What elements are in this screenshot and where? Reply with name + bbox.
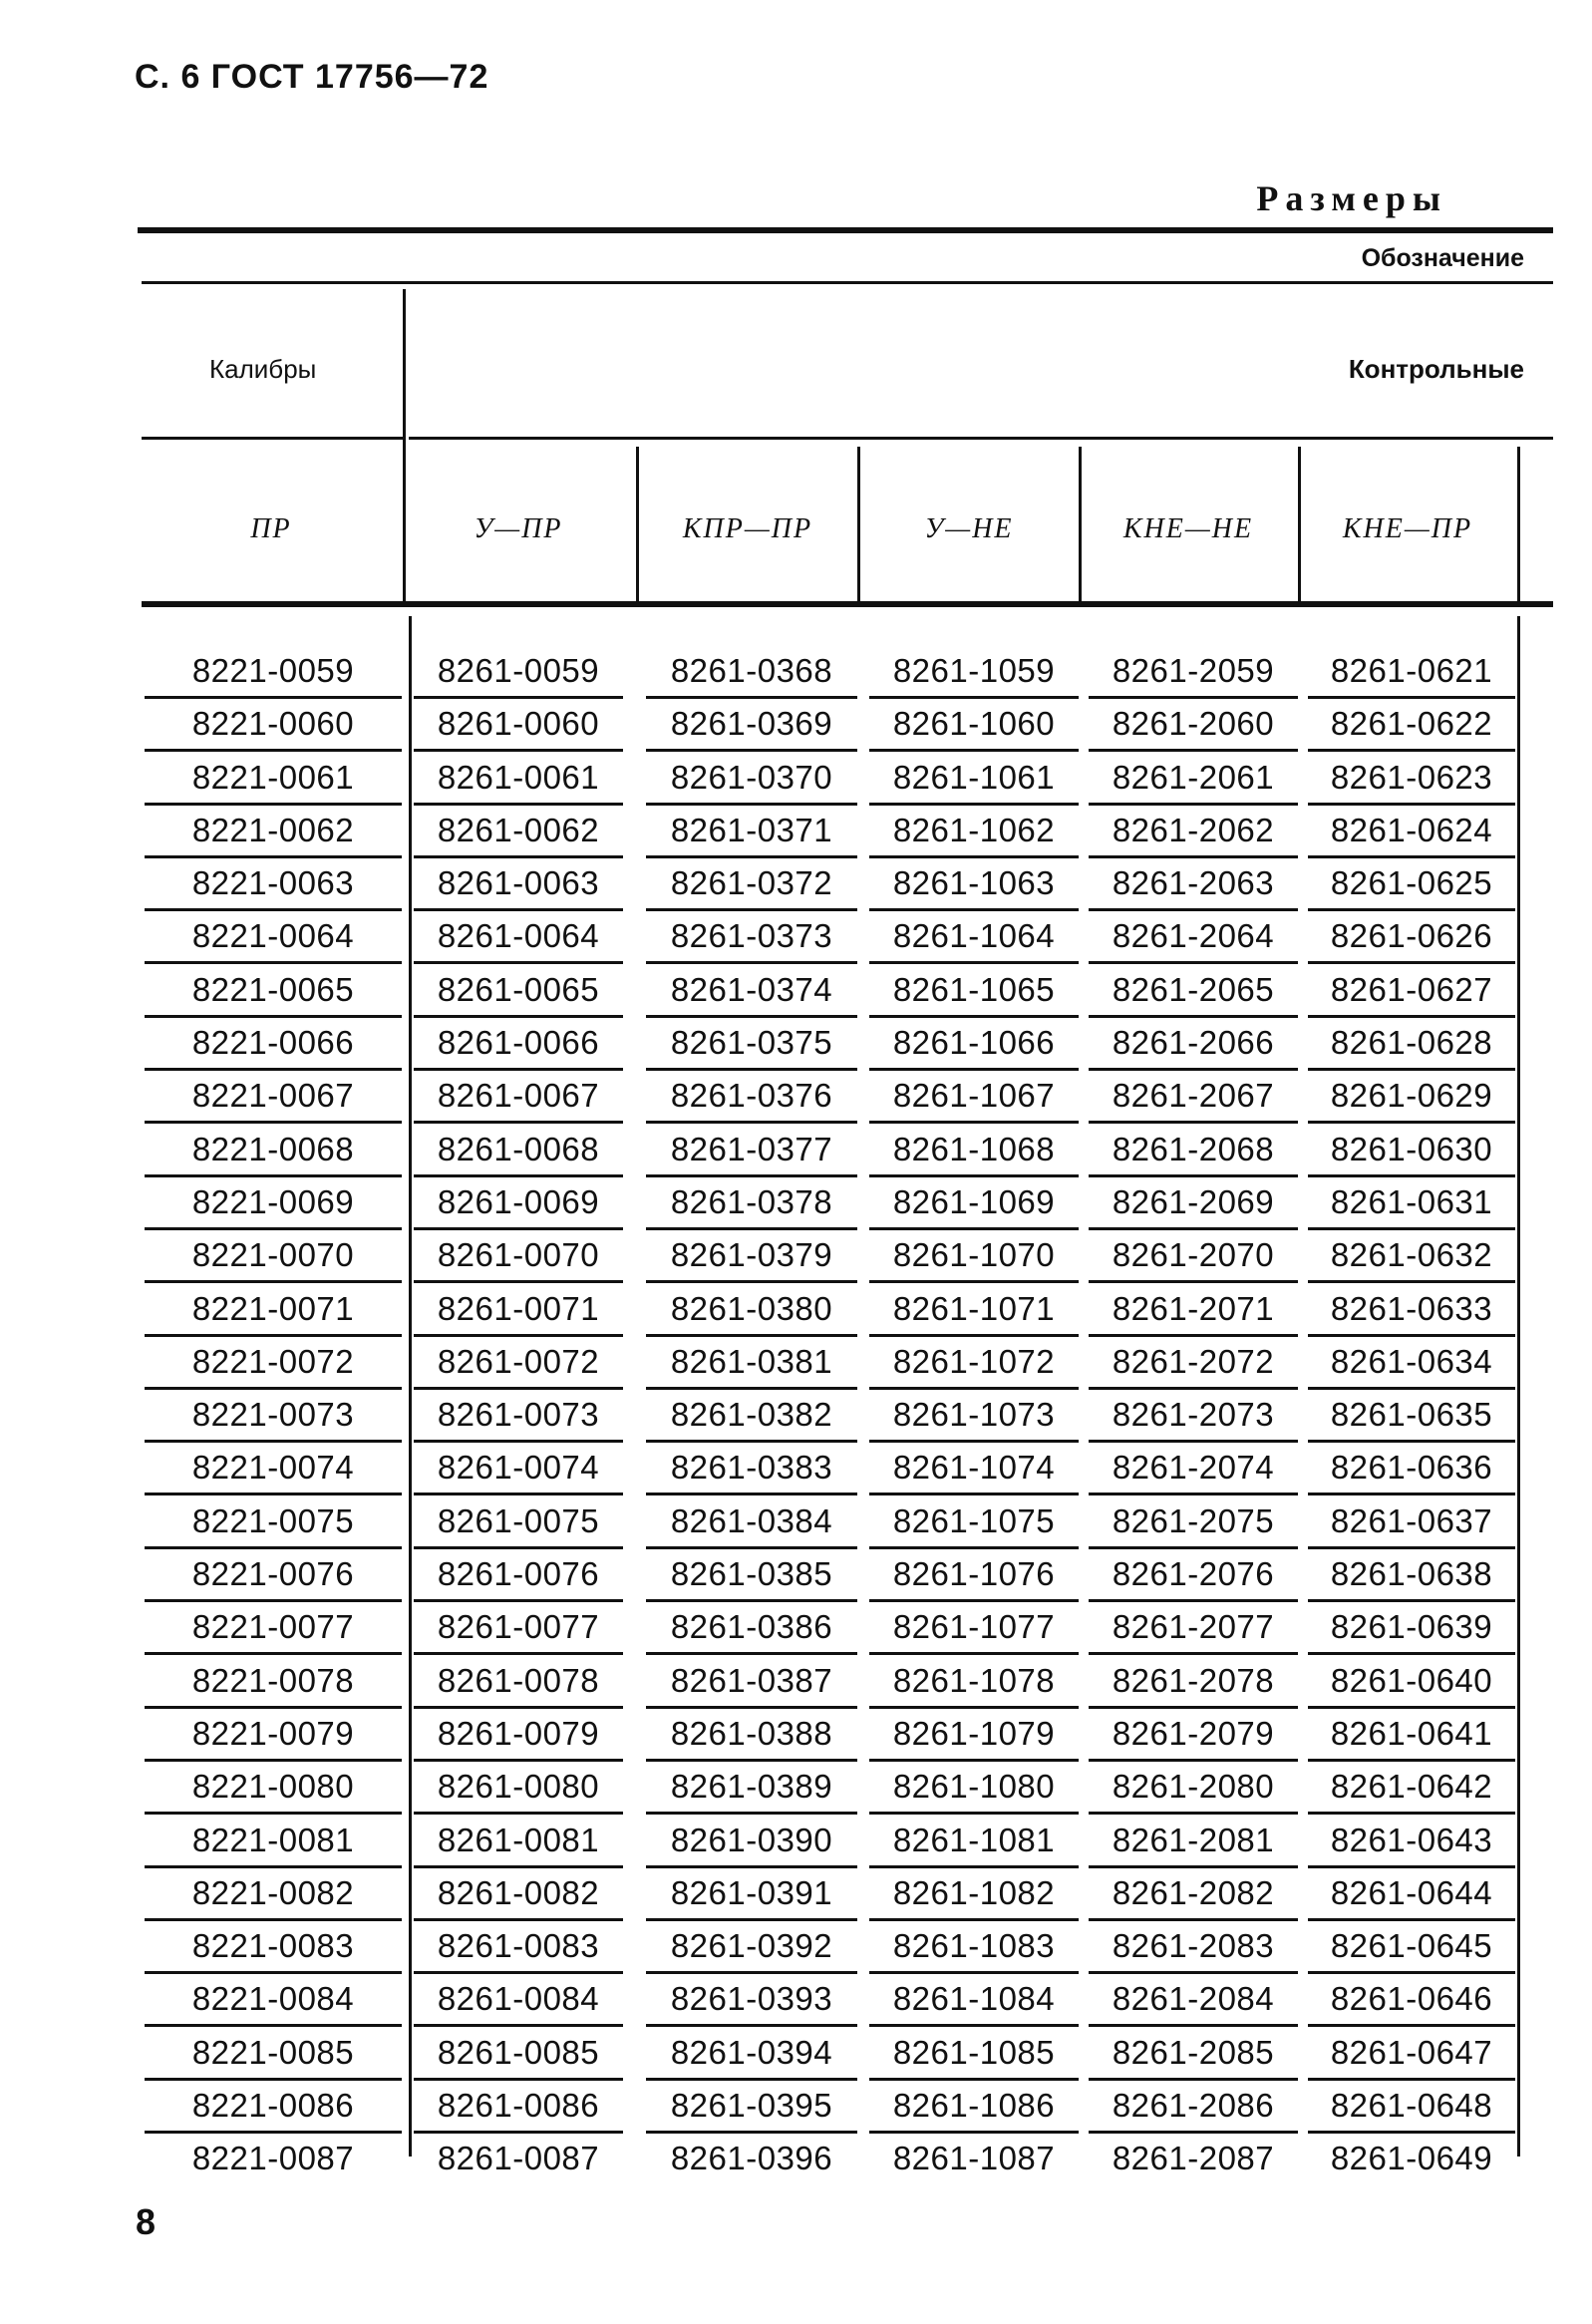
table-cell: 8261-0078: [414, 1658, 623, 1704]
table-cell: 8261-0074: [414, 1445, 623, 1491]
table-cell: 8261-0083: [414, 1923, 623, 1969]
table-cell: 8261-0629: [1308, 1073, 1515, 1119]
table-row: [0, 1179, 1592, 1232]
header-vline-col4: [857, 447, 860, 603]
table-row: [0, 1923, 1592, 1976]
table-cell: 8221-0067: [145, 1073, 402, 1119]
table-row: [0, 1339, 1592, 1392]
table-cell: 8261-1086: [869, 2083, 1079, 2129]
table-cell: 8261-2059: [1089, 648, 1298, 694]
table-cell: 8261-0628: [1308, 1020, 1515, 1066]
table-row: [0, 1551, 1592, 1604]
table-row: [0, 913, 1592, 966]
table-cell: 8261-0389: [646, 1764, 857, 1810]
table-cell: 8261-0645: [1308, 1923, 1515, 1969]
table-cell: 8261-2087: [1112, 2140, 1275, 2177]
table-cell: 8261-2064: [1089, 913, 1298, 959]
table-cell: 8261-0648: [1308, 2083, 1515, 2129]
table-cell: 8261-2082: [1089, 1870, 1298, 1916]
column-header-u-pr: У—ПР: [474, 513, 563, 544]
table-cell: 8261-0393: [646, 1976, 857, 2022]
table-cell: 8261-0396: [670, 2140, 833, 2177]
table-cell: 8221-0080: [145, 1764, 402, 1810]
table-cell: 8261-0373: [646, 913, 857, 959]
table-cell: 8261-0646: [1308, 1976, 1515, 2022]
table-cell: 8221-0073: [145, 1392, 402, 1438]
table-cell: 8261-2070: [1089, 1232, 1298, 1278]
table-cell: 8221-0071: [145, 1286, 402, 1332]
table-cell: 8261-0063: [414, 860, 623, 906]
table-row: [0, 1498, 1592, 1551]
table-cell: 8261-2062: [1089, 808, 1298, 853]
table-cell: 8261-1084: [869, 1976, 1079, 2022]
header-vline-col5: [1079, 447, 1082, 603]
table-cell: 8261-0382: [646, 1392, 857, 1438]
table-cell: 8261-2084: [1089, 1976, 1298, 2022]
table-cell: 8261-1087: [892, 2140, 1056, 2177]
table-cell: 8261-1085: [869, 2030, 1079, 2076]
table-row: [0, 860, 1592, 913]
table-row: [0, 1127, 1592, 1179]
table-cell: 8261-0076: [414, 1551, 623, 1597]
table-cell: 8261-0060: [414, 701, 623, 747]
calibers-label: Калибры: [209, 354, 317, 384]
table-cell: 8261-0647: [1308, 2030, 1515, 2076]
column-header-u-ne: У—НЕ: [924, 513, 1014, 544]
table-cell: 8261-1073: [869, 1392, 1079, 1438]
table-row: [0, 1658, 1592, 1711]
table-cell: 8261-0644: [1308, 1870, 1515, 1916]
designation-rule: [142, 281, 1553, 284]
table-cell: 8261-0642: [1308, 1764, 1515, 1810]
table-cell: 8261-1083: [869, 1923, 1079, 1969]
table-cell: 8221-0079: [145, 1711, 402, 1757]
column-header-pr: ПР: [250, 513, 292, 544]
table-cell: 8261-0624: [1308, 808, 1515, 853]
table-row: [0, 1711, 1592, 1764]
table-cell: 8221-0069: [145, 1179, 402, 1225]
table-row: [0, 2083, 1592, 2136]
table-cell: 8221-0082: [145, 1870, 402, 1916]
table-cell: 8261-0636: [1308, 1445, 1515, 1491]
column-header-kne-pr: КНЕ—ПР: [1342, 513, 1473, 544]
table-cell: 8261-2077: [1089, 1604, 1298, 1650]
table-cell: 8261-1062: [869, 808, 1079, 853]
table-cell: 8261-2080: [1089, 1764, 1298, 1810]
control-divider-rule: [409, 437, 1553, 440]
table-cell: 8221-0083: [145, 1923, 402, 1969]
table-cell: 8261-0374: [646, 967, 857, 1013]
table-cell: 8261-2060: [1089, 701, 1298, 747]
table-row: [0, 1870, 1592, 1923]
table-cell: 8261-1072: [869, 1339, 1079, 1385]
header-vline-col6: [1298, 447, 1301, 603]
table-cell: 8221-0062: [145, 808, 402, 853]
table-cell: 8221-0065: [145, 967, 402, 1013]
table-row: [0, 1445, 1592, 1497]
calibers-divider-rule: [142, 437, 403, 440]
table-cell: 8261-2083: [1089, 1923, 1298, 1969]
table-cell: 8261-0084: [414, 1976, 623, 2022]
table-row: [0, 1604, 1592, 1657]
table-cell: 8261-0079: [414, 1711, 623, 1757]
table-cell: 8261-2079: [1089, 1711, 1298, 1757]
table-cell: 8261-1067: [869, 1073, 1079, 1119]
section-title: Размеры: [1256, 178, 1447, 218]
table-cell: 8261-1078: [869, 1658, 1079, 1704]
table-cell: 8261-0626: [1308, 913, 1515, 959]
table-cell: 8221-0060: [145, 701, 402, 747]
table-cell: 8261-1069: [869, 1179, 1079, 1225]
table-cell: 8261-0627: [1308, 967, 1515, 1013]
header-vline-col3: [636, 447, 639, 603]
table-cell: 8261-1064: [869, 913, 1079, 959]
table-cell: 8261-1080: [869, 1764, 1079, 1810]
designation-table-body: [0, 648, 1592, 2189]
table-cell: 8261-0380: [646, 1286, 857, 1332]
table-cell: 8261-2071: [1089, 1286, 1298, 1332]
table-cell: 8261-1075: [869, 1498, 1079, 1544]
table-row: [0, 1286, 1592, 1339]
table-cell: 8261-1081: [869, 1818, 1079, 1863]
table-row: [0, 648, 1592, 701]
table-cell: 8221-0063: [145, 860, 402, 906]
table-cell: 8261-0643: [1308, 1818, 1515, 1863]
table-cell: 8261-2061: [1089, 755, 1298, 801]
table-cell: 8221-0086: [145, 2083, 402, 2129]
table-cell: 8261-0371: [646, 808, 857, 853]
table-cell: 8261-0390: [646, 1818, 857, 1863]
table-cell: 8261-0383: [646, 1445, 857, 1491]
table-cell: 8261-0072: [414, 1339, 623, 1385]
table-cell: 8261-0061: [414, 755, 623, 801]
table-cell: 8221-0070: [145, 1232, 402, 1278]
table-cell: 8261-2086: [1089, 2083, 1298, 2129]
table-cell: 8261-0385: [646, 1551, 857, 1597]
column-header-kne-ne: КНЕ—НЕ: [1122, 513, 1254, 544]
table-cell: 8221-0072: [145, 1339, 402, 1385]
table-cell: 8261-1065: [869, 967, 1079, 1013]
table-cell: 8261-1070: [869, 1232, 1079, 1278]
table-cell: 8261-0621: [1308, 648, 1515, 694]
table-cell: 8261-1079: [869, 1711, 1079, 1757]
table-cell: 8261-0623: [1308, 755, 1515, 801]
table-cell: 8221-0087: [191, 2140, 355, 2177]
control-label: Контрольные: [1348, 354, 1524, 384]
table-cell: 8261-0369: [646, 701, 857, 747]
table-cell: 8261-2067: [1089, 1073, 1298, 1119]
table-cell: 8261-0064: [414, 913, 623, 959]
table-cell: 8261-1068: [869, 1127, 1079, 1172]
header-vline-col7: [1517, 447, 1520, 603]
table-cell: 8261-2075: [1089, 1498, 1298, 1544]
table-cell: 8221-0078: [145, 1658, 402, 1704]
table-cell: 8221-0066: [145, 1020, 402, 1066]
table-cell: 8261-2066: [1089, 1020, 1298, 1066]
table-cell: 8221-0081: [145, 1818, 402, 1863]
table-row: [0, 1818, 1592, 1870]
table-cell: 8261-0065: [414, 967, 623, 1013]
table-cell: 8261-1082: [869, 1870, 1079, 1916]
table-cell: 8261-0394: [646, 2030, 857, 2076]
table-cell: 8261-0381: [646, 1339, 857, 1385]
table-cell: 8221-0074: [145, 1445, 402, 1491]
table-cell: 8261-0379: [646, 1232, 857, 1278]
document-reference: С. 6 ГОСТ 17756—72: [135, 58, 489, 96]
table-row: [0, 755, 1592, 808]
table-cell: 8261-2078: [1089, 1658, 1298, 1704]
top-thick-rule: [138, 227, 1553, 233]
table-cell: 8261-0631: [1308, 1179, 1515, 1225]
column-header-kpr-pr: КПР—ПР: [682, 513, 813, 544]
table-cell: 8261-0622: [1308, 701, 1515, 747]
table-row: [0, 1976, 1592, 2029]
table-cell: 8261-0062: [414, 808, 623, 853]
table-cell: 8261-0070: [414, 1232, 623, 1278]
table-cell: 8261-2073: [1089, 1392, 1298, 1438]
table-cell: 8261-0649: [1330, 2140, 1493, 2177]
table-cell: 8261-0635: [1308, 1392, 1515, 1438]
table-cell: 8261-0066: [414, 1020, 623, 1066]
table-cell: 8261-0081: [414, 1818, 623, 1863]
table-cell: 8261-0082: [414, 1870, 623, 1916]
table-cell: 8261-0640: [1308, 1658, 1515, 1704]
table-cell: 8261-0387: [646, 1658, 857, 1704]
table-cell: 8261-0368: [646, 648, 857, 694]
table-row: [0, 701, 1592, 754]
table-row: [0, 1073, 1592, 1126]
table-cell: 8261-1059: [869, 648, 1079, 694]
table-cell: 8221-0077: [145, 1604, 402, 1650]
table-cell: 8221-0084: [145, 1976, 402, 2022]
table-row: [0, 2030, 1592, 2083]
table-row: [0, 1764, 1592, 1817]
designation-label: Обозначение: [1361, 244, 1524, 272]
table-cell: 8261-0391: [646, 1870, 857, 1916]
table-cell: 8261-0377: [646, 1127, 857, 1172]
table-cell: 8221-0075: [145, 1498, 402, 1544]
table-cell: 8261-1077: [869, 1604, 1079, 1650]
table-cell: 8261-0073: [414, 1392, 623, 1438]
table-cell: 8261-2063: [1089, 860, 1298, 906]
table-cell: 8261-0077: [414, 1604, 623, 1650]
column-header-bottom-rule: [142, 601, 1553, 607]
table-cell: 8261-0372: [646, 860, 857, 906]
table-cell: 8261-0632: [1308, 1232, 1515, 1278]
table-cell: 8261-0087: [437, 2140, 600, 2177]
table-cell: 8261-0633: [1308, 1286, 1515, 1332]
table-cell: 8261-0625: [1308, 860, 1515, 906]
table-cell: 8261-1066: [869, 1020, 1079, 1066]
table-cell: 8221-0076: [145, 1551, 402, 1597]
table-cell: 8261-0086: [414, 2083, 623, 2129]
table-cell: 8261-0085: [414, 2030, 623, 2076]
table-cell: 8261-0637: [1308, 1498, 1515, 1544]
table-cell: 8221-0061: [145, 755, 402, 801]
table-cell: 8261-0059: [414, 648, 623, 694]
table-cell: 8261-0075: [414, 1498, 623, 1544]
table-row: [0, 2136, 1592, 2188]
table-row: [0, 1392, 1592, 1445]
table-cell: 8261-2069: [1089, 1179, 1298, 1225]
table-cell: 8261-0384: [646, 1498, 857, 1544]
header-vline-main: [403, 289, 406, 603]
table-row: [0, 808, 1592, 860]
table-cell: 8261-0069: [414, 1179, 623, 1225]
table-cell: 8261-2081: [1089, 1818, 1298, 1863]
table-cell: 8261-2074: [1089, 1445, 1298, 1491]
table-cell: 8261-0378: [646, 1179, 857, 1225]
table-row: [0, 1232, 1592, 1285]
table-cell: 8261-2068: [1089, 1127, 1298, 1172]
table-cell: 8261-0375: [646, 1020, 857, 1066]
table-cell: 8261-1071: [869, 1286, 1079, 1332]
table-cell: 8261-0641: [1308, 1711, 1515, 1757]
table-cell: 8261-0067: [414, 1073, 623, 1119]
table-row: [0, 1020, 1592, 1073]
table-cell: 8261-0071: [414, 1286, 623, 1332]
table-cell: 8261-0386: [646, 1604, 857, 1650]
table-cell: 8221-0064: [145, 913, 402, 959]
table-cell: 8261-0080: [414, 1764, 623, 1810]
table-cell: 8261-1060: [869, 701, 1079, 747]
table-cell: 8261-0639: [1308, 1604, 1515, 1650]
table-cell: 8261-0630: [1308, 1127, 1515, 1172]
table-cell: 8261-0392: [646, 1923, 857, 1969]
table-cell: 8261-2085: [1089, 2030, 1298, 2076]
table-cell: 8261-0388: [646, 1711, 857, 1757]
table-row: [0, 967, 1592, 1020]
table-cell: 8261-1063: [869, 860, 1079, 906]
table-cell: 8261-1076: [869, 1551, 1079, 1597]
table-cell: 8221-0059: [145, 648, 402, 694]
table-cell: 8261-2072: [1089, 1339, 1298, 1385]
table-cell: 8261-2076: [1089, 1551, 1298, 1597]
table-cell: 8261-0376: [646, 1073, 857, 1119]
page-number: 8: [136, 2201, 157, 2242]
table-cell: 8221-0068: [145, 1127, 402, 1172]
table-cell: 8261-1074: [869, 1445, 1079, 1491]
table-cell: 8261-0395: [646, 2083, 857, 2129]
table-cell: 8221-0085: [145, 2030, 402, 2076]
table-cell: 8261-0634: [1308, 1339, 1515, 1385]
table-cell: 8261-0068: [414, 1127, 623, 1172]
table-cell: 8261-2065: [1089, 967, 1298, 1013]
table-cell: 8261-0638: [1308, 1551, 1515, 1597]
table-cell: 8261-1061: [869, 755, 1079, 801]
table-cell: 8261-0370: [646, 755, 857, 801]
